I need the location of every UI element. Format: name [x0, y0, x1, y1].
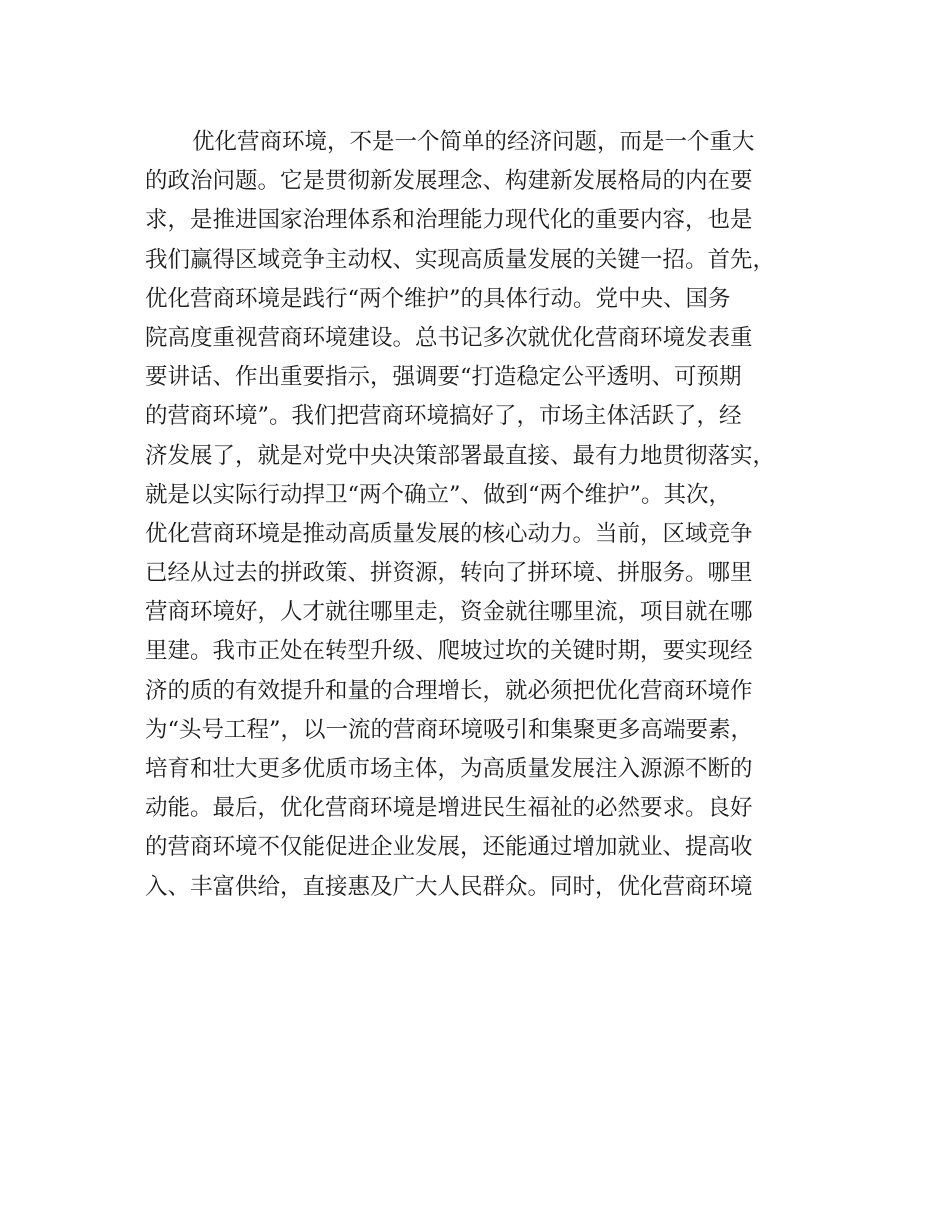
body-paragraph: [145, 123, 825, 907]
text-line: 培育和壮大更多优质市场主体，为高质量发展注入源源不断的: [145, 756, 753, 782]
text-line: 为“头号工程”，以一流的营商环境吸引和集聚更多高端要素，: [145, 716, 754, 743]
text-line: 已经从过去的拼政策、拼资源，转向了拼环境、拼服务。哪里: [145, 560, 753, 587]
text-line: 济发展了，就是对党中央决策部署最直接、最有力地贯彻落实，: [145, 442, 776, 469]
text-line: 就是以实际行动捍卫“两个确立”、做到“两个维护”。其次，: [145, 481, 732, 508]
text-line: 优化营商环境，不是一个简单的经济问题，而是一个重大: [192, 129, 755, 155]
text-line: 优化营商环境是践行“两个维护”的具体行动。党中央、国务: [145, 285, 731, 312]
text-line: 营商环境好，人才就往哪里走，资金就往哪里流，项目就在哪: [145, 599, 753, 626]
text-line: 我们赢得区域竞争主动权、实现高质量发展的关键一招。首先，: [145, 246, 776, 273]
text-line: 的营商环境不仅能促进企业发展，还能通过增加就业、提高收: [145, 834, 753, 861]
text-line: 入、丰富供给，直接惠及广大人民群众。同时，优化营商环境: [145, 873, 753, 900]
text-line: 院高度重视营商环境建设。总书记多次就优化营商环境发表重: [145, 324, 753, 351]
text-line: 的营商环境”。我们把营商环境搞好了，市场主体活跃了，经: [145, 403, 742, 430]
text-line: 济的质的有效提升和量的合理增长，就必须把优化营商环境作: [145, 677, 753, 704]
text-line: 的政治问题。它是贯彻新发展理念、构建新发展格局的内在要: [145, 168, 753, 195]
text-line: 求，是推进国家治理体系和治理能力现代化的重要内容，也是: [145, 207, 753, 234]
text-line: 要讲话、作出重要指示，强调要“打造稳定公平透明、可预期: [145, 364, 742, 391]
text-line: 优化营商环境是推动高质量发展的核心动力。当前，区域竞争: [145, 520, 753, 547]
text-line: 里建。我市正处在转型升级、爬坡过坎的关键时期，要实现经: [145, 638, 753, 665]
text-line: 动能。最后，优化营商环境是增进民生福祉的必然要求。良好: [145, 795, 753, 822]
